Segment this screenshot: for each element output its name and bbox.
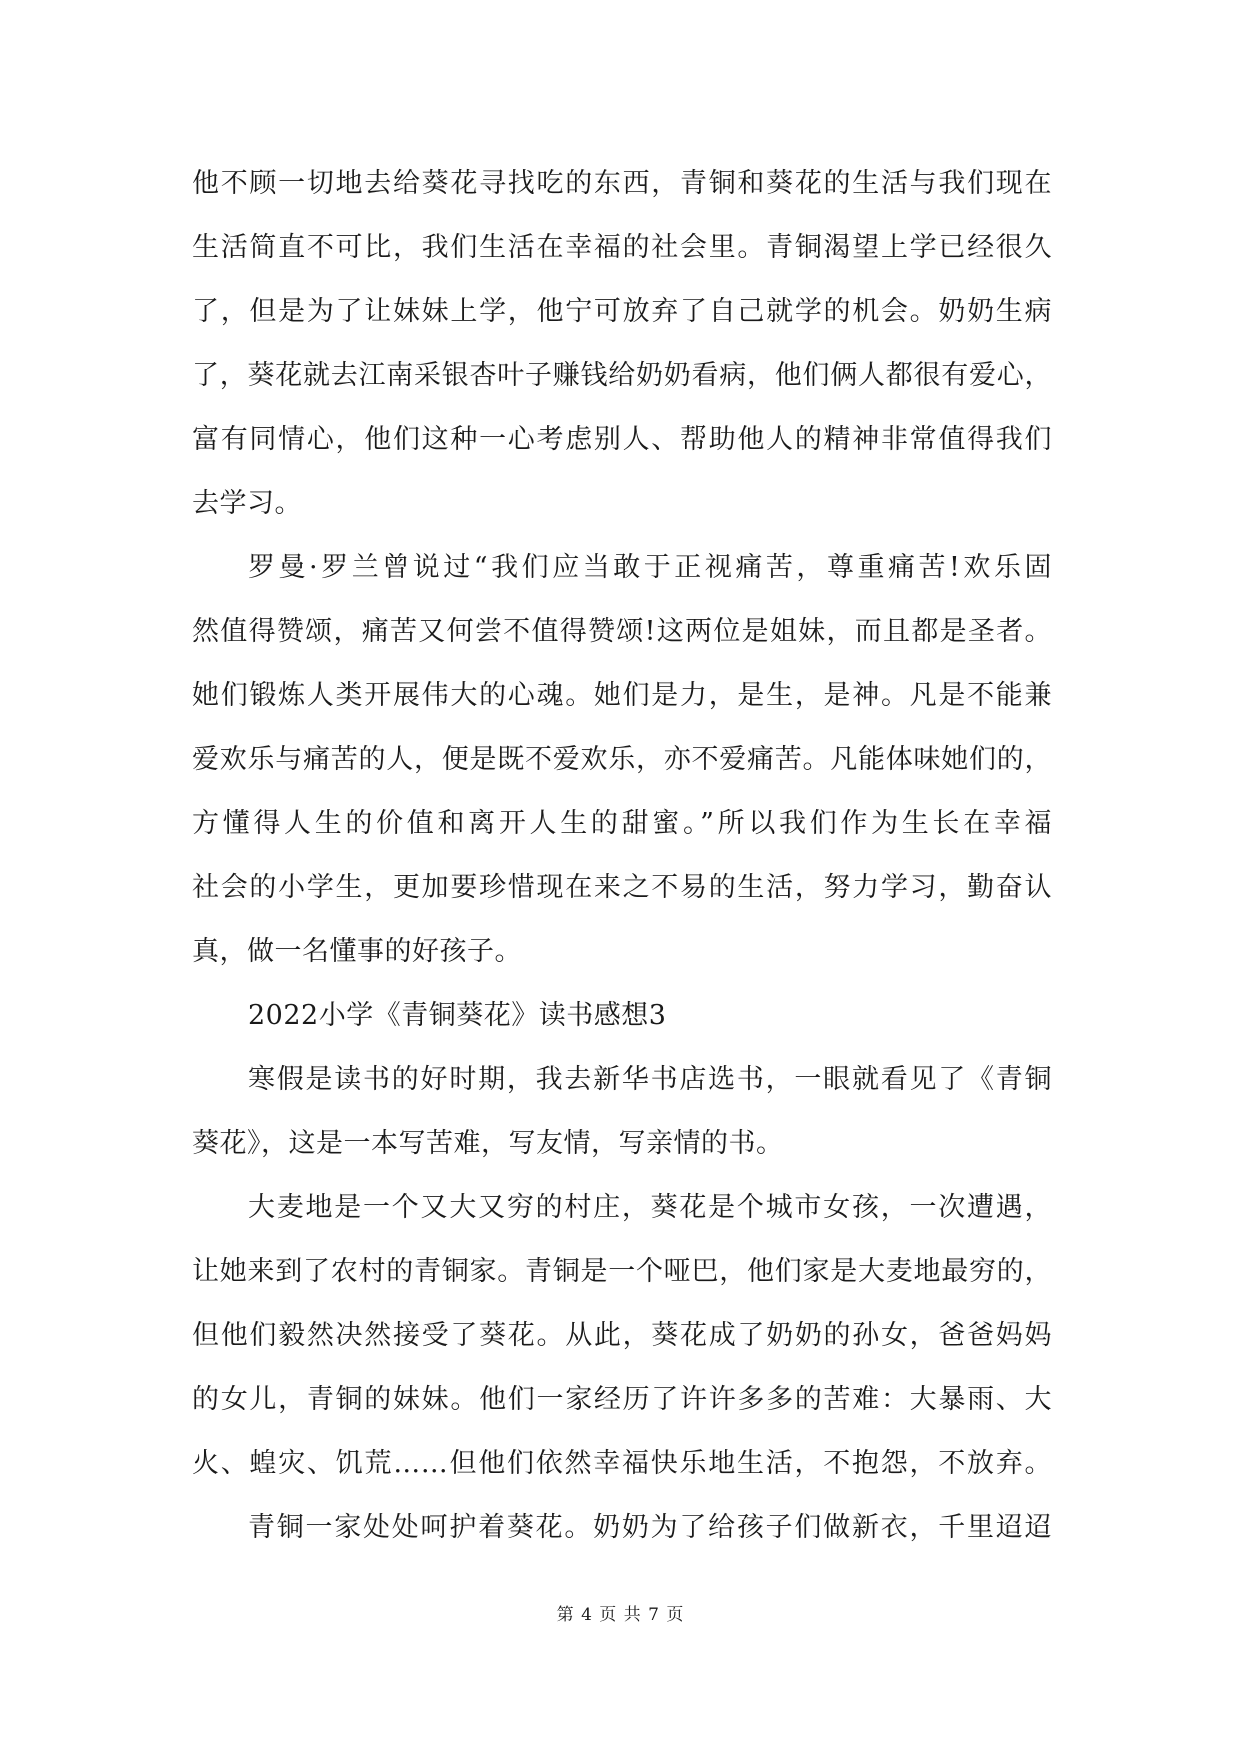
text-line: 社会的小学生，更加要珍惜现在来之不易的生活，努力学习，勤奋认 bbox=[192, 872, 1052, 903]
text-line: 的女儿，青铜的妹妹。他们一家经历了许许多多的苦难：大暴雨、大 bbox=[192, 1384, 1052, 1415]
text-line: 让她来到了农村的青铜家。青铜是一个哑巴，他们家是大麦地最穷的， bbox=[192, 1256, 1052, 1287]
text-line: 罗曼·罗兰曾说过“我们应当敢于正视痛苦，尊重痛苦!欢乐固 bbox=[248, 552, 1052, 583]
page-number-footer: 第 4 页 共 7 页 bbox=[556, 1605, 685, 1625]
text-line: 葵花》，这是一本写苦难，写友情，写亲情的书。 bbox=[192, 1128, 784, 1159]
text-line: 了，葵花就去江南采银杏叶子赚钱给奶奶看病，他们俩人都很有爱心， bbox=[192, 360, 1052, 391]
text-line: 去学习。 bbox=[192, 488, 302, 519]
text-line: 但他们毅然决然接受了葵花。从此，葵花成了奶奶的孙女，爸爸妈妈 bbox=[192, 1320, 1052, 1351]
text-line: 生活简直不可比，我们生活在幸福的社会里。青铜渴望上学已经很久 bbox=[192, 232, 1052, 263]
text-line: 火、蝗灾、饥荒……但他们依然幸福快乐地生活，不抱怨，不放弃。 bbox=[192, 1448, 1052, 1479]
text-line: 方懂得人生的价值和离开人生的甜蜜。”所以我们作为生长在幸福 bbox=[192, 808, 1052, 839]
text-line: 大麦地是一个又大又穷的村庄，葵花是个城市女孩，一次遭遇， bbox=[248, 1192, 1052, 1223]
text-line: 了，但是为了让妹妹上学，他宁可放弃了自己就学的机会。奶奶生病 bbox=[192, 296, 1052, 327]
text-line: 富有同情心，他们这种一心考虑别人、帮助他人的精神非常值得我们 bbox=[192, 424, 1052, 455]
text-line: 她们锻炼人类开展伟大的心魂。她们是力，是生，是神。凡是不能兼 bbox=[192, 680, 1052, 711]
text-line: 青铜一家处处呵护着葵花。奶奶为了给孩子们做新衣，千里迢迢 bbox=[248, 1512, 1052, 1543]
text-line: 然值得赞颂，痛苦又何尝不值得赞颂!这两位是姐妹，而且都是圣者。 bbox=[192, 616, 1052, 647]
text-line: 他不顾一切地去给葵花寻找吃的东西，青铜和葵花的生活与我们现在 bbox=[192, 168, 1052, 199]
text-line: 寒假是读书的好时期，我去新华书店选书，一眼就看见了《青铜 bbox=[248, 1064, 1052, 1095]
section-heading: 2022小学《青铜葵花》读书感想3 bbox=[248, 1000, 667, 1031]
document-body bbox=[192, 152, 1052, 1560]
text-line: 真，做一名懂事的好孩子。 bbox=[192, 936, 522, 967]
text-line: 爱欢乐与痛苦的人，便是既不爱欢乐，亦不爱痛苦。凡能体味她们的， bbox=[192, 744, 1052, 775]
